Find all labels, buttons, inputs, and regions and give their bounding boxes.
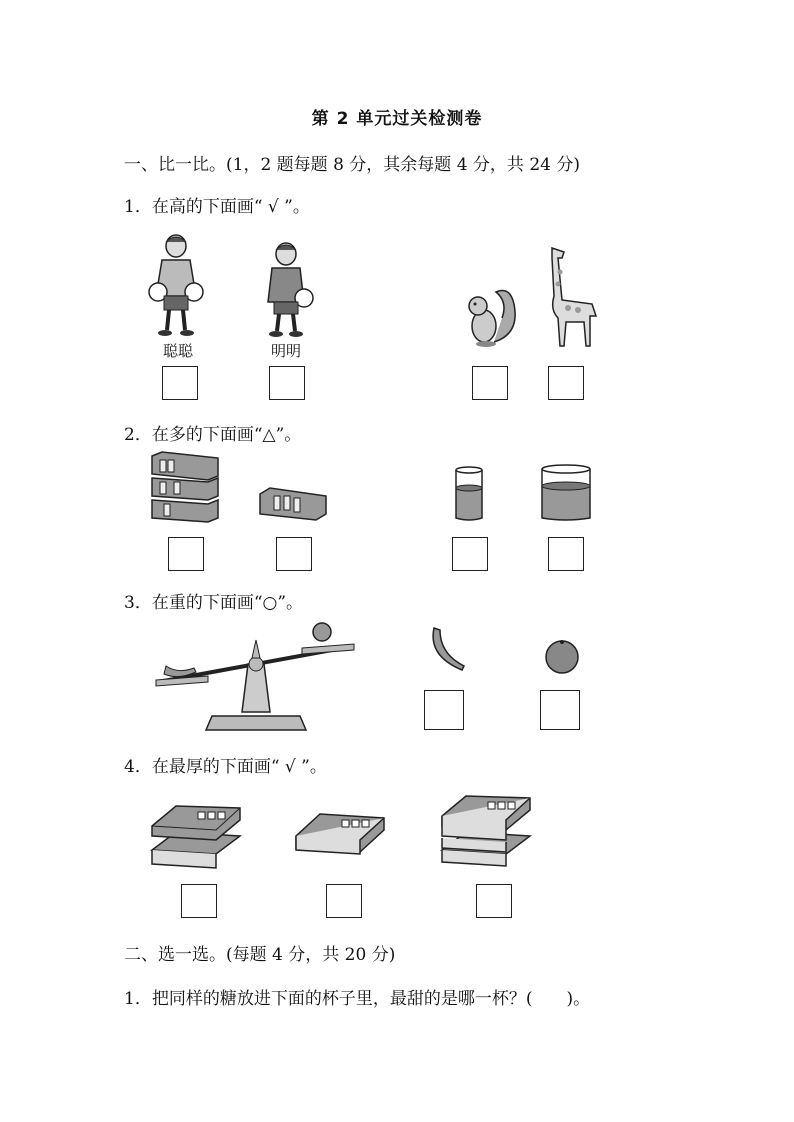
answer-box-glass-narrow[interactable] [452,537,488,571]
answer-box-banana[interactable] [424,690,464,730]
answer-box-book-stack-three[interactable] [476,884,512,918]
answer-box-book-stack-two[interactable] [181,884,217,918]
answer-box-giraffe[interactable] [548,366,584,400]
question-1-2-text: 2．在多的下面画“△”。 [124,425,302,445]
giraffe-illustration [542,244,600,350]
answer-box-bookshelf-large[interactable] [168,537,204,571]
question-1-1-text: 1．在高的下面画“ √ ”。 [124,197,310,217]
balance-scale-illustration [156,620,356,734]
page-title: 第 2 单元过关检测卷 [311,109,483,129]
answer-box-book-single[interactable] [326,884,362,918]
book-stack-two-illustration [150,806,242,868]
book-single-illustration [294,814,386,864]
answer-box-orange[interactable] [540,690,580,730]
answer-box-glass-wide[interactable] [548,537,584,571]
question-2-1-text: 1．把同样的糖放进下面的杯子里，最甜的是哪一杯？( )。 [124,989,591,1009]
label-congcong: 聪聪 [162,342,193,360]
boy-mingming-illustration [258,240,318,338]
bookshelf-small-illustration [258,486,328,522]
glass-wide-illustration [540,464,592,522]
glass-narrow-illustration [454,466,484,522]
answer-box-squirrel[interactable] [472,366,508,400]
section-2-heading: 二、选一选。(每题 4 分，共 20 分) [124,945,396,965]
answer-box-mingming[interactable] [269,366,305,400]
section-1-heading: 一、比一比。(1，2 题每题 8 分，其余每题 4 分，共 24 分) [124,155,580,175]
answer-box-congcong[interactable] [162,366,198,400]
boy-congcong-illustration [146,232,206,338]
orange-illustration [544,638,580,674]
squirrel-illustration [464,284,520,348]
banana-illustration [426,626,466,672]
answer-box-bookshelf-small[interactable] [276,537,312,571]
question-1-3-text: 3．在重的下面画“○”。 [124,593,304,613]
question-1-4-text: 4．在最厚的下面画“ √ ”。 [124,757,327,777]
bookshelf-large-illustration [150,452,220,524]
book-stack-three-illustration [440,796,532,866]
label-mingming: 明明 [270,342,301,360]
